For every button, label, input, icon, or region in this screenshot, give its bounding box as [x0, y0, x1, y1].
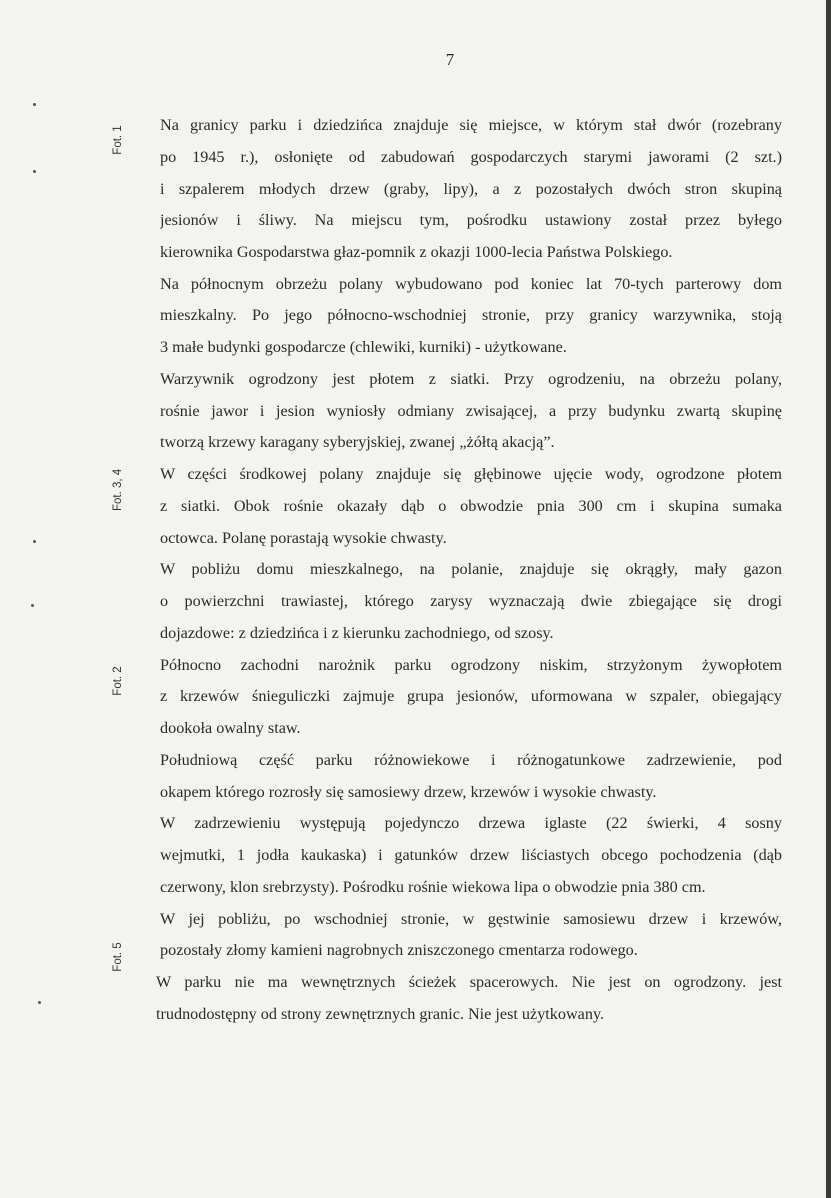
text-line: jesionów i śliwy. Na miejscu tym, pośrodku ustawiony został przez byłego — [160, 211, 782, 229]
text-line: z krzewów śnieguliczki zajmuje grupa jesionów, uformowana w szpaler, obiegający — [160, 687, 782, 705]
text-line: czerwony, klon srebrzysty). Pośrodku rośnie wiekowa lipa o obwodzie pnia 380 cm. — [160, 878, 706, 896]
text-line: octowca. Polanę porastają wysokie chwasty. — [160, 529, 447, 547]
scan-edge — [826, 0, 831, 1198]
scan-speck — [31, 604, 34, 607]
scan-speck — [33, 540, 36, 543]
scan-speck — [38, 1001, 41, 1004]
text-line: o powierzchni trawiastej, którego zarysy wyznaczają dwie zbiegające się drogi — [160, 592, 782, 610]
text-line: wejmutki, 1 jodła kaukaska) i gatunków drzew liściastych obcego pochodzenia (dąb — [160, 846, 782, 864]
text-line: pozostały złomy kamieni nagrobnych zniszczonego cmentarza rodowego. — [160, 941, 638, 959]
text-line: po 1945 r.), osłonięte od zabudowań gospodarczych starymi jaworami (2 szt.) — [160, 148, 782, 166]
text-line: z siatki. Obok rośnie okazały dąb o obwodzie pnia 300 cm i skupina sumaka — [160, 497, 782, 515]
text-line: rośnie jawor i jesion wyniosły odmiany zwisającej, a przy budynku zwartą skupinę — [160, 402, 782, 420]
text-line: W zadrzewieniu występują pojedynczo drzewa iglaste (22 świerki, 4 sosny — [160, 814, 782, 832]
text-line: W parku nie ma wewnętrznych ścieżek spacerowych. Nie jest on ogrodzony. jest — [156, 973, 782, 991]
text-line: 3 małe budynki gospodarcze (chlewiki, kurniki) - użytkowane. — [160, 338, 567, 356]
text-line: dookoła owalny staw. — [160, 719, 301, 737]
text-line: Północno zachodni narożnik parku ogrodzony niskim, strzyżonym żywopłotem — [160, 656, 782, 674]
text-line: trudnodostępny od strony zewnętrznych granic. Nie jest użytkowany. — [156, 1005, 605, 1023]
text-line: Na północnym obrzeżu polany wybudowano pod koniec lat 70-tych parterowy dom — [160, 275, 782, 293]
text-line: dojazdowe: z dziedzińca i z kierunku zachodniego, od szosy. — [160, 624, 554, 642]
text-line: tworzą krzewy karagany syberyjskiej, zwanej „żółtą akacją”. — [160, 433, 555, 451]
text-line: mieszkalny. Po jego północno-wschodniej stronie, przy granicy warzywnika, stoją — [160, 306, 782, 324]
text-line: okapem którego rozrosły się samosiewy drzew, krzewów i wysokie chwasty. — [160, 783, 657, 801]
text-line: W pobliżu domu mieszkalnego, na polanie, znajduje się okrągły, mały gazon — [160, 560, 782, 578]
scan-speck — [33, 170, 36, 173]
scan-speck — [33, 103, 36, 106]
text-line: kierownika Gospodarstwa głaz-pomnik z okazji 1000-lecia Państwa Polskiego. — [160, 243, 673, 261]
text-line: Południową część parku różnowiekowe i różnogatunkowe zadrzewienie, pod — [160, 751, 782, 769]
text-line: Na granicy parku i dziedzińca znajduje się miejsce, w którym stał dwór (rozebrany — [160, 116, 782, 134]
margin-label-fot-1: Fot. 1 — [112, 125, 124, 155]
page-number: 7 — [445, 50, 455, 69]
text-line: i szpalerem młodych drzew (graby, lipy), a z pozostałych dwóch stron skupiną — [160, 180, 782, 198]
margin-label-fot-3-4: Fot. 3, 4 — [112, 468, 124, 511]
margin-label-fot-2: Fot. 2 — [112, 666, 124, 696]
text-line: Warzywnik ogrodzony jest płotem z siatki. Przy ogrodzeniu, na obrzeżu polany, — [160, 370, 782, 388]
text-line: W jej pobliżu, po wschodniej stronie, w gęstwinie samosiewu drzew i krzewów, — [160, 910, 782, 928]
text-line: W części środkowej polany znajduje się głębinowe ujęcie wody, ogrodzone płotem — [160, 465, 782, 483]
margin-label-fot-5: Fot. 5 — [112, 942, 124, 972]
